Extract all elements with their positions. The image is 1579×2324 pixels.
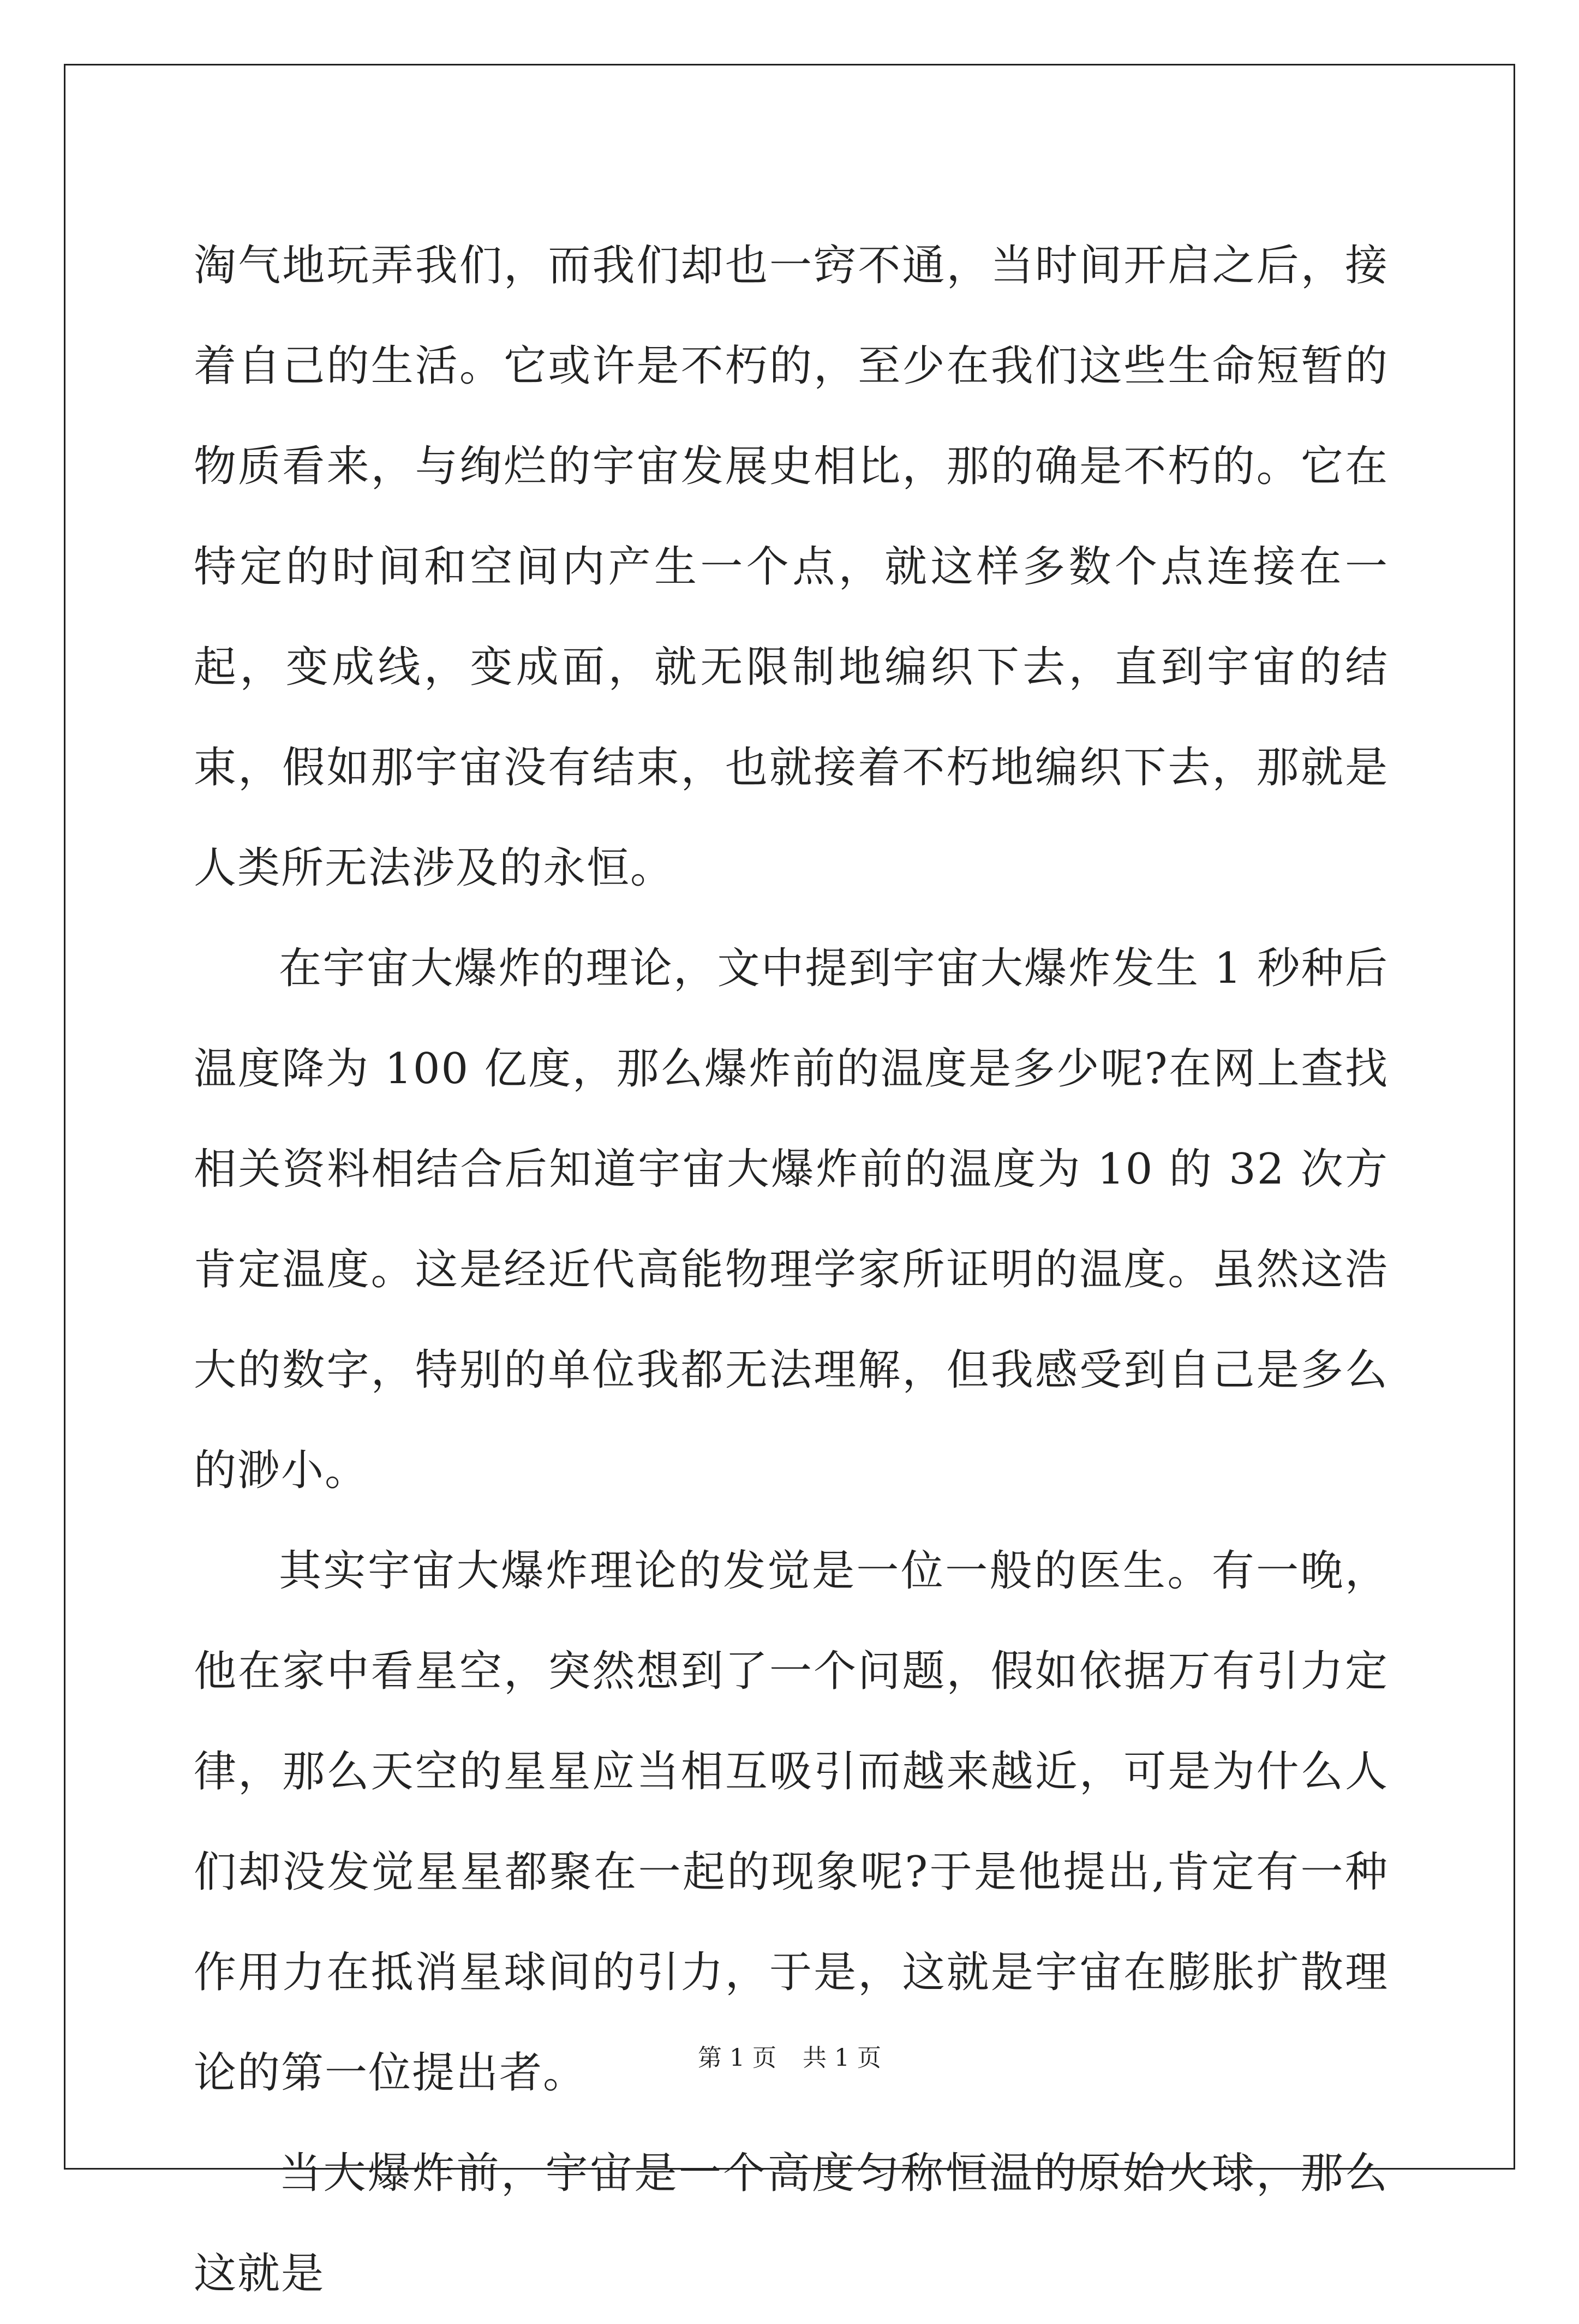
paragraph: 当大爆炸前，宇宙是一个高度匀称恒温的原始火球，那么这就是 — [194, 2149, 1389, 2298]
page-footer — [0, 2038, 1579, 2073]
paragraph: 在宇宙大爆炸的理论，文中提到宇宙大爆炸发生 1 秒种后温度降为 100 亿度，那么爆炸前的温度是多少呢?在网上查找相关资料相结合后知道宇宙大爆炸前的温度为 10 的 32 次方肯定温度。这是经近代高能物理学家所证明的温度。虽然这浩大的数字，特别的单位我都无法理解，但我感受到自己是多么的渺小。 — [194, 944, 1389, 1495]
document-body — [194, 216, 1389, 2324]
paragraph: 淘气地玩弄我们，而我们却也一窍不通，当时间开启之后，接着自己的生活。它或许是不朽的，至少在我们这些生命短暂的物质看来，与绚烂的宇宙发展史相比，那的确是不朽的。它在特定的时间和空间内产生一个点，就这样多数个点连接在一起，变成线，变成面，就无限制地编织下去，直到宇宙的结束，假如那宇宙没有结束，也就接着不朽地编织下去，那就是人类所无法涉及的永恒。 — [194, 241, 1389, 893]
page-total: 共 1 页 — [803, 2044, 881, 2072]
paragraph: 其实宇宙大爆炸理论的发觉是一位一般的医生。有一晚，他在家中看星空，突然想到了一个问题，假如依据万有引力定律，那么天空的星星应当相互吸引而越来越近，可是为什么人们却没发觉星星都聚在一起的现象呢?于是他提出,肯定有一种作用力在抵消星球间的引力，于是，这就是宇宙在膨胀扩散理论的第一位提出者。 — [194, 1546, 1389, 2098]
page-number: 第 1 页 — [698, 2044, 776, 2072]
